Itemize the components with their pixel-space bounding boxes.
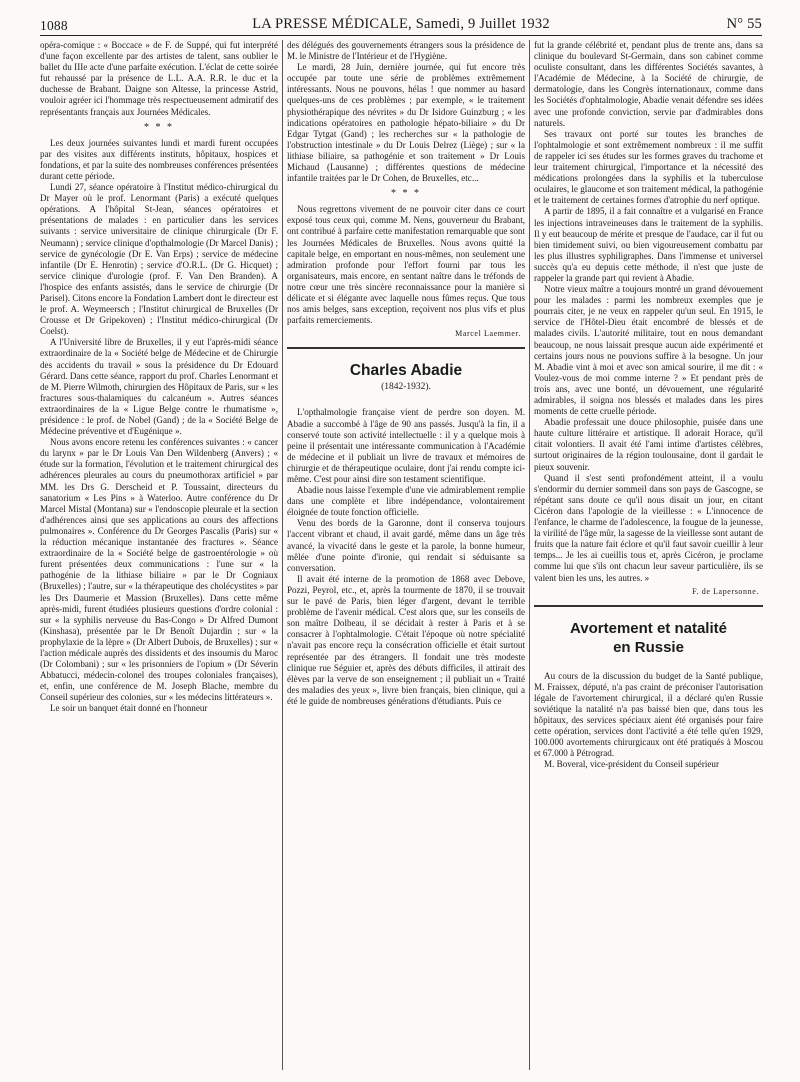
- paragraph: Venu des bords de la Garonne, dont il conserva toujours l'accent vibrant et chaud, il avait gardé, même dans un âge très avancé, la vivacité dans le geste et la parole, la bonne humeur, mêlée d'une pointe d'ironie, qui rendait si séduisante sa conversation.: [287, 518, 525, 573]
- paragraph: A l'Université libre de Bruxelles, il y eut l'après-midi séance extraordinaire de la « Société belge de Médecine et de Chirurgie des accidents du travail » sous la présidence du Dr Edouard Gérard. Dans cette séance, rapport du prof. Charles Lenormant et de M. Pierre Wilmoth, chirurgien des Hôpitaux de Paris, sur « les fractures sous-thalamiques du calcanéum ». Autres séances extraordinaires de la « Ligue Belge contre le rhumatisme », présidence : le prof. de Nobel (Gand) ; de la « Société Belge de Médecine préventive et d'Eugénique ».: [40, 337, 278, 437]
- section-stars: * * *: [391, 188, 421, 200]
- article-heading: Charles Abadie: [349, 362, 463, 380]
- article-heading: [534, 619, 763, 657]
- issue-number: N° 55: [726, 16, 762, 32]
- paragraph: des délégués des gouvernements étrangers sous la présidence de M. le Ministre de l'Intérieur et de l'Hygiène.: [287, 40, 525, 62]
- paragraph: Les deux journées suivantes lundi et mardi furent occupées par des visites aux différents instituts, hôpitaux, hospices et fondations, et par la suite des nombreuses conférences présentées durant cette période.: [40, 137, 278, 181]
- paragraph: Abadie professait une douce philosophie, puisée dans une haute culture littéraire et artistique. Il adorait Horace, qu'il citait volontiers. Il avait été l'ami intime d'artistes célèbres, surtout originaires de la région toulousaine, dont il gardait le pieux souvenir.: [534, 417, 763, 472]
- section-separator: [534, 605, 763, 607]
- paragraph: Quand il s'est senti profondément atteint, il a voulu s'endormir du dernier sommeil dans son pays de Gascogne, se répétant sans doute ce qu'il nous disait un jour, en citant Cicéron dans l'apologie de la vieillesse : « L'innocence de l'enfance, le charme de l'adolescence, la fougue de la jeunesse, la virilité de l'âge mûr, la sagesse de la vieillesse sont autant de fruits que la nature fait éclore et qu'il faut savoir cueillir à leur temps... Je les ai cueillis tous et, après Cicéron, je proclame comme lui que s'ils ont chacun leur saveur particulière, ils se valent bien les uns, les autres. »: [534, 472, 763, 583]
- paragraph: M. Boveral, vice-président du Conseil supérieur: [544, 759, 720, 770]
- author-signature: F. de Lapersonne.: [692, 586, 759, 596]
- article-dates: (1842-1932).: [381, 382, 431, 393]
- paragraph: Nous avons encore retenu les conférences suivantes : « cancer du larynx » par le Dr Louis Van Den Wildenberg (Anvers) ; « étude sur la formation, l'évolution et le traitement chirurgical des adhérences pleurales au cours du pneumothorax artificiel » par MM. les Drs G. Derscheid et P. Toussaint, directeurs du sanatorium « Les Pins » à Waterloo. Autre conférence du Dr Marcel Mistal (Montana) sur « l'endoscopie pleurale et la section d'adhérences ainsi que ses applications au cours des affections pulmonaires ». Conférence du Dr Georges Pascalis (Paris) sur « la réduction mécanique instantanée des fractures ». Séance extraordinaire de la « Société belge de gastroentérologie » où furent présentées deux communications : l'une sur « la pathogénie de la lithiase biliaire » par le Dr Cogniaux (Bruxelles) ; l'autre, sur « la thérapeutique des cholécystites » par les Drs Daumerie et Massion (Bruxelles). Dans cette même après-midi, furent étudiées plusieurs questions d'ordre colonial : sur « la syphilis nerveuse du Bas-Congo » Dr Alfred Dumont (Kinshasa), présentée par le Dr Benoît Dujardin ; sur « la prophylaxie de la lèpre » (Dr Albert Dubois, de Bruxelles) ; sur « l'action médicale auprès des dissidents et des insoumis du Maroc (Dr Colombani) ; sur « les prisonniers de l'opium » (Dr Séverin Abbatucci, médecin-colonel des troupes coloniales françaises), et, enfin, une conférence de M. Joseph Blache, membre du Conseil supérieur des colonies, sur « les médecins littérateurs ».: [40, 437, 278, 703]
- paragraph: A partir de 1895, il a fait connaître et a vulgarisé en France les injections intraveineuses dans le traitement de la syphilis. Il y eut beaucoup de mérite et presque de l'audace, car il fut ou bien timidement suivi, ou bien vigoureusement combattu par les plus illustres syphiligraphes. Dans l'immense et universel succès qu'a eu depuis cette méthode, il n'est que juste de rappeler la grande part qui revient à Abadie.: [534, 206, 763, 283]
- paragraph: Il avait été interne de la promotion de 1868 avec Debove, Pozzi, Peyrol, etc., et, après la tourmente de 1870, il se trouvait sur le pavé de Paris, bien léger d'argent, devant le terrible problème de l'avenir médical. C'est alors que, sur les conseils de son maître Dolbeau, il se décidait à rester à Paris et à se consacrer à l'ophtalmologie. C'était l'époque où notre spécialité n'avait pas encore reçu la consécration officielle et était surtout représentée par des étrangers. Il fondait une très modeste clinique rue Séguier et, après des débuts difficiles, il attirait des élèves par la verve de son enseignement ; il publiait un « Traité des maladies des yeux », livre bien français, bien clinique, qui a été le guide de nombreuses générations d'étudiants. Puis ce: [287, 573, 525, 706]
- column-right: [534, 40, 763, 1076]
- section-separator: [287, 347, 525, 349]
- paragraph: Nous regrettons vivement de ne pouvoir citer dans ce court exposé tous ceux qui, comme M. Nens, gouverneur du Brabant, ont contribué à parfaire cette manifestation remarquable que sont les Journées Médicales de Bruxelles. Nous avons quitté la capitale belge, en emportant en nous-mêmes, non seulement une admiration profonde pour l'effort fourni par tous les organisateurs, mais encore, en sentant naître dans le tréfonds de notre cœur une très sincère reconnaissance pour la manière si délicate et si élégante avec laquelle nous fûmes reçus. Que tous nos amis belges, sans exception, reçoivent nos plus vifs et plus parfaits remerciements.: [287, 204, 525, 326]
- column-divider: [529, 40, 530, 1070]
- column-divider: [282, 40, 283, 1070]
- page-header: [40, 14, 762, 36]
- header-rule: [40, 35, 762, 36]
- heading-line: en Russie: [613, 638, 684, 656]
- paragraph: Le mardi, 28 Juin, dernière journée, qui fut encore très occupée par toute une série de problèmes extrêmement intéressants. Nous ne pouvons, hélas ! que nommer au hasard quelques-uns de ces problèmes ; par exemple, « le traitement physiothérapique des névrites » du Dr Isidore Guinzburg ; « les indications opératoires en pathologie hépato-biliaire » du Dr Edgar Tytgat (Gand) ; les recherches sur « la pathologie de l'obstruction intestinale » du Dr Louis Delrez (Liège) ; sur « la lithiase biliaire, sa pathogénie et son traitement » Dr Louis Michaud (Lausanne) ; différentes questions de médecine infantile traitées par le Dr Cohen, de Bruxelles, etc...: [287, 62, 525, 184]
- paragraph: Abadie nous laisse l'exemple d'une vie admirablement remplie dans une complète et libre indépendance, volontairement éloignée de toute fonction officielle.: [287, 485, 525, 518]
- paragraph: Au cours de la discussion du budget de la Santé publique, M. Fraissex, député, n'a pas craint de préconiser l'autorisation légale de l'avortement chirurgical, il a déclaré qu'en Russie soviétique la natalité n'a pas baissé bien que, dans tous les hôpitaux, des services spéciaux aient été organisés pour faire cette opération, services dont l'activité a été telle qu'en 1929, 100.000 avortements chirurgicaux ont été pratiqués à Moscou et 67.000 à Pétrograd.: [534, 670, 763, 759]
- paragraph: opéra-comique : « Boccace » de F. de Suppé, qui fut interprété d'une façon excellente par des artistes de talent, sans oublier le ballet du IIIe acte d'une parfaite exécution. L'éclat de cette soirée fut rehaussé par la présence de L.L. A.A. R.R. le duc et la duchesse de Brabant. Daigne son Altesse, la princesse Astrid, vouloir agréer ici l'hommage très respectueusement admiratif des représentants français aux Journées Médicales.: [40, 40, 278, 117]
- paragraph: Lundi 27, séance opératoire à l'Institut médico-chirurgical du Dr Mayer où le prof. Lenormant (Paris) a exécuté quelques opérations. A l'hôpital St-Jean, séances opératoires et présentations de malades : en particulier dans les services suivants : service universitaire de clinique chirurgicale (Dr F. Neumann) ; service clinique d'opthalmologie (Dr Marcel Danis) ; service de gynécologie (Dr E. Van Erps) ; service de médecine infantile (Dr E. Henrotin) ; service d'O.R.L. (Dr G. Hicquet) ; service clinique d'urologie (prof. F. Van Den Branden). A l'hospice des enfants assistés, dans le service de chirurgie (Dr Parisel). Citons encore la Fondation Lambert dont le directeur est le prof. A. Weymeersch ; l'Institut chirurgical de Bruxelles (Dr Crousse et Dr Gripekoven) ; l'Institut médico-chirurgical (Dr Coelst).: [40, 182, 278, 337]
- section-stars: * * *: [144, 121, 174, 133]
- journal-title: LA PRESSE MÉDICALE, Samedi, 9 Juillet 1932: [252, 16, 550, 32]
- paragraph: Le soir un banquet était donné en l'honneur: [50, 703, 208, 714]
- page-number: 1088: [40, 18, 68, 33]
- paragraph: Ses travaux ont porté sur toutes les branches de l'ophtalmologie et sont extrêmement nombreux : il me suffit de rappeler ici ses études sur les formes graves du trachome et leur traitement chirurgical, l'importance et la nécessité des médications prolongées dans la syphilis et la tuberculose oculaires, le glaucome et son traitement médical, la pathogénie et le traitement de certaines formes d'atrophie du nerf optique.: [534, 128, 763, 206]
- column-left: [40, 40, 278, 1076]
- author-signature: Marcel Laemmer.: [455, 329, 521, 339]
- paragraph: fut la grande célébrité et, pendant plus de trente ans, dans sa clinique du boulevard St-Germain, dans son cabinet comme oculiste consultant, dans les différentes Sociétés savantes, à l'Académie de Médecine, à la Société de chirurgie, de dermatologie, dans les Congrès internationaux, comme dans les Sociétés d'ophtalmologie, Abadie venait défendre ses idées avec une profonde conviction, servie par d'admirables dons naturels.: [534, 40, 763, 128]
- paragraph: L'opthalmologie française vient de perdre son doyen. M. Abadie a succombé à l'âge de 90 ans passés. Jusqu'à la fin, il a conservé toute son activité intellectuelle : il y a quelque mois à peine il présentait une intéressante communication à l'Académie de médecine et il publiait un livre de travaux et mémoires de chirurgie et de thérapeutique oculaire, dont j'ai rendu compte ici-même. C'est pour ainsi dire son testament scientifique.: [287, 407, 525, 484]
- paragraph: Notre vieux maître a toujours montré un grand dévouement pour les malades : parmi les nombreux exemples que je pourrais citer, je ne veux en rappeler qu'un seul. En 1915, le service de l'Hôtel-Dieu était encombré de blessés et de malades civils. L'autorité militaire, tout en nous demandant beaucoup, ne nous laissait presque aucun aide expérimenté et certains jours nous ne pouvions suffire à la besogne. Un jour M. Abadie vint à moi et avec son amical sourire, il me dit : « Voulez-vous de moi comme interne ? » Et pendant près de trois ans, avec une bonté, un dévouement, une régularité admirables, il soigna nos blessés et malades dans les pires moments de cette cruelle période.: [534, 284, 763, 417]
- column-middle: [287, 40, 525, 1076]
- heading-line: Avortement et natalité: [570, 619, 727, 637]
